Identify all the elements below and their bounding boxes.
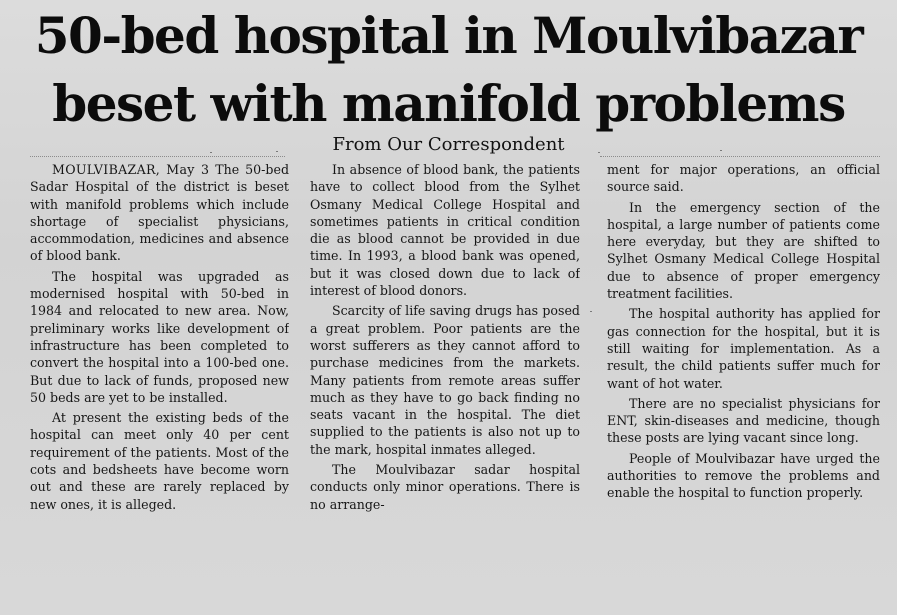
byline: From Our Correspondent: [332, 134, 565, 155]
print-speck: [210, 152, 212, 153]
right-dotted-rule: [600, 156, 880, 157]
paragraph: At present the existing beds of the hospital can meet only 40 per cent requirement of the patients. Most of the cots and bedsheets have become worn out and these are rarely replaced by new ones, it is alleged.: [30, 410, 289, 512]
headline-line-2: beset with manifold problems: [52, 74, 845, 133]
paragraph: The Moulvibazar sadar hospital conducts only minor operations. There is no arrange-: [310, 462, 580, 512]
paragraph: The hospital authority has applied for gas connection for the hospital, but it is still waiting for implementation. As a result, the child patients suffer much for want of hot water.: [607, 306, 880, 391]
print-speck: [598, 152, 600, 153]
print-speck: [276, 151, 278, 152]
headline-line-1: 50-bed hospital in Moulvibazar: [34, 6, 863, 65]
paragraph: Scarcity of life saving drugs has posed a great problem. Poor patients are the worst sufferers as they cannot afford to purchase medicines from the markets. Many patients from remote areas suffer much as they have to go back finding no seats vacant in the hospital. The diet supplied to the patients is also not up to the mark, hospital inmates alleged.: [310, 303, 580, 457]
paragraph: There are no specialist physicians for ENT, skin-diseases and medicine, though these posts are lying vacant since long.: [607, 395, 880, 446]
paragraph: In absence of blood bank, the patients have to collect blood from the Sylhet Osmany Medical College Hospital and sometimes patients in critical condition die as blood cannot be provided in due time. In 1993, a blood bank was opened, but it was closed down due to lack of interest of blood donors.: [310, 162, 580, 299]
left-dotted-rule: [30, 156, 285, 157]
paragraph: The hospital was upgraded as modernised hospital with 50-bed in 1984 and relocated to new area. Now, preliminary works like development of infrastructure has been completed to convert the hospital into a 100-bed one. But due to lack of funds, proposed new 50 beds are yet to be installed.: [30, 268, 289, 405]
article-column-3: [607, 161, 880, 611]
dateline: MOULVIBAZAR, May 3: [52, 162, 210, 177]
paragraph-continuation: ment for major operations, an official source said.: [607, 162, 880, 195]
article-column-2: [310, 161, 580, 611]
paragraph: People of Moulvibazar have urged the authorities to remove the problems and enable the hospital to function properly.: [607, 450, 880, 501]
paragraph: [30, 161, 289, 265]
print-speck: [720, 150, 722, 151]
paragraph-text: The 50-bed Sadar Hospital of the district is beset with manifold problems which include shortage of specialist physicians, accommodation, medicines and absence of blood bank.: [30, 162, 289, 264]
paragraph: In the emergency section of the hospital, a large number of patients come here everyday, but they are shifted to Sylhet Osmany Medical College Hospital due to absence of proper emergency treatment facilities.: [607, 199, 880, 302]
print-speck: [590, 311, 592, 312]
article-column-1: [30, 161, 289, 611]
